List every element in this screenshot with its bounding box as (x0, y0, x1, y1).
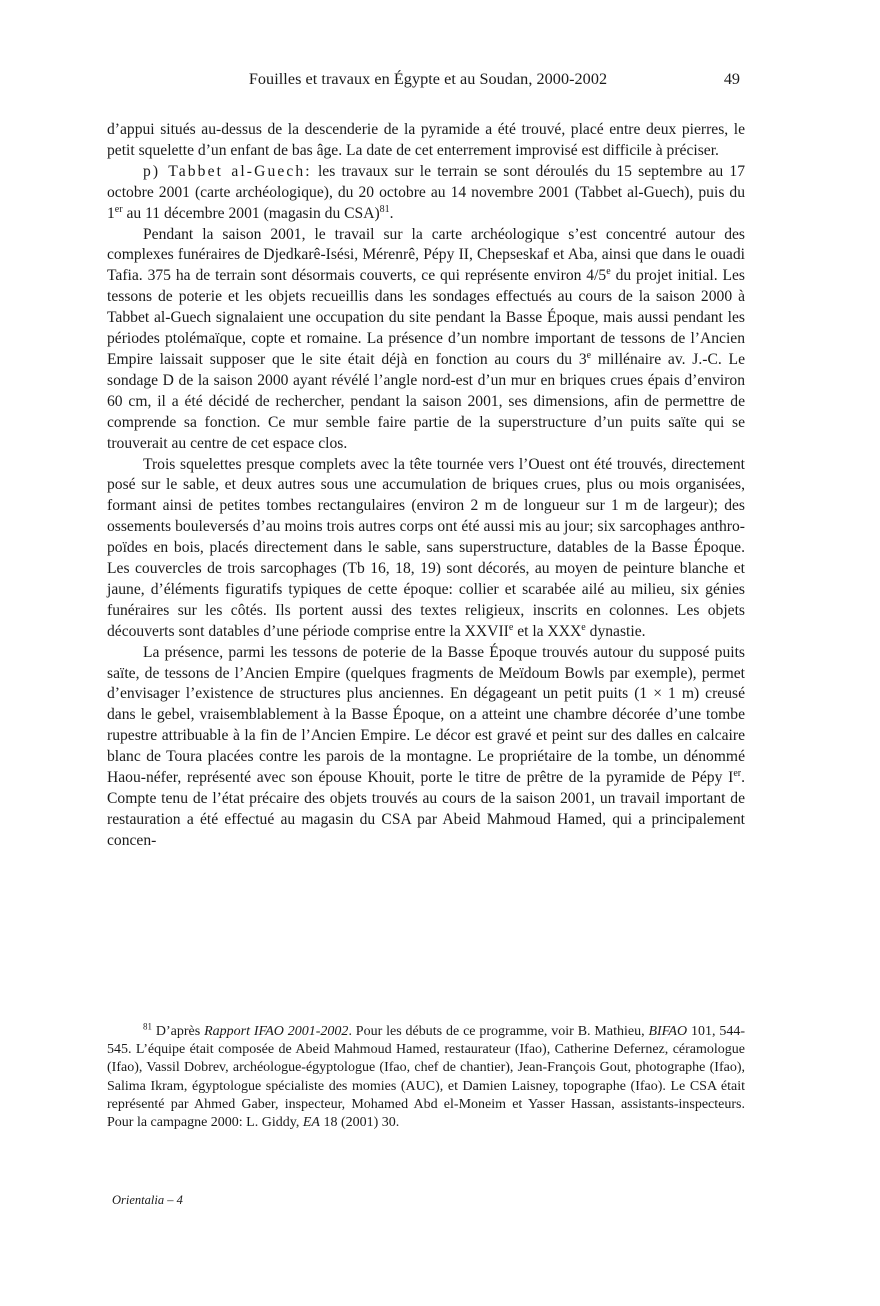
paragraph-text: Pendant la saison 2001, le travail sur la carte archéologique s’est concentré autour des complexes funéraires de Djedkarê-Isési, Mérenrê, Pépy II, Chepseskaf et Aba, ainsi que dans le ouadi Tafia. 375 ha de terrain sont désormais couverts, ce qui représente environ 4/5 (107, 225, 745, 285)
page-number: 49 (723, 70, 740, 88)
paragraph-text: . (389, 204, 394, 222)
paragraph-text: les travaux sur le terrain se sont déroulés du 15 septembre au 17 octobre 2001 (carte archéologique), du 20 octobre au 14 novembre 2001 (Tabbet al-Guech), puis du 1 (107, 162, 746, 222)
paragraph-text: La présence, parmi les tessons de poterie de la Basse Époque trouvés autour du supposé puits saïte, de tessons de l’Ancien Empire (quelques fragments de Meïdoum Bowls par exemple), permet d’envisager l’existence de structures plus anciennes. En dégageant un petit puits (1 × 1 m) creusé dans le gebel, vraisemblablement à la Basse Époque, on a atteint une chambre décorée d’une tombe rupestre attribuable à la fin de l’Ancien Empire. Le décor est gravé et peint sur des dalles en calcaire blanc de Toura placées contre les parois de la montagne. Le propriétaire de la tombe, un dénommé Haou-néfer, représenté avec son épouse Khouit, porte le titre de prêtre de la pyramide de Pépy I (107, 643, 745, 787)
footnote-italic: Rapport IFAO 2001-2002 (204, 1024, 349, 1039)
main-text (107, 120, 745, 852)
running-title: Fouilles et travaux en Égypte et au Soudan, 2000-2002 (248, 70, 608, 88)
footnote-reference[interactable]: 81 (379, 203, 390, 215)
paragraph-text: et la XXX (513, 622, 582, 640)
superscript: e (586, 349, 592, 361)
paragraph-text: dynastie. (585, 622, 646, 640)
paragraph (107, 225, 745, 455)
footnote (107, 1023, 745, 1132)
paragraph (107, 120, 745, 162)
footnote-text: 18 (2001) 30. (319, 1115, 400, 1131)
paragraph-text: . Compte tenu de l’état précaire des objets trouvés au cours de la saison 2001, un travail important de restauration a été effectué au magasin du CSA par Abeid Mahmoud Hamed, qui a principalement concen- (107, 769, 745, 849)
paragraph-text: au 11 décembre 2001 (magasin du CSA) (122, 204, 380, 222)
paragraph-text: millénaire av. J.-C. Le sondage D de la saison 2000 ayant révélé l’angle nord-est d’un mur en briques crues épais d’environ 60 cm, il a été décidé de rechercher, pendant la saison 2001, ses dimensions, afin de permettre de comprende sa fonction. Ce mur semble faire partie de la superstructure d’un puits saïte qui se trouverait au centre de cet espace clos. (107, 350, 745, 452)
signature-mark: Orientalia – 4 (112, 1193, 183, 1207)
page-header (112, 70, 744, 94)
paragraph (107, 455, 745, 643)
superscript: er (114, 203, 123, 215)
superscript: e (606, 266, 611, 278)
footnote-text: D’après (152, 1024, 205, 1039)
paragraph (107, 162, 745, 225)
paragraph-text: du projet initial. Les tessons de poterie et les objets recueillis dans les sondages effectués au cours de la saison 2000 à Tabbet al-Guech signalaient une occupation du site pendant la Basse Époque, mais aussi pendant les périodes ptolémaïque, copte et romaine. La présence d’un nombre important de tessons de l’Ancien Empire laissait supposer que le site était déjà en fonction au cours du 3 (107, 267, 746, 368)
footnotes (107, 1023, 745, 1132)
superscript: e (508, 621, 514, 633)
paragraph (107, 643, 745, 852)
paragraph-text: Trois squelettes presque complets avec la tête tournée vers l’Ouest ont été trouvés, directement posé sur le sable, et deux autres sous une accumulation de briques crues, plus ou mois organisées, formant ainsi de petites tombes rectangulaires (environ 2 m de longueur sur 1 m de largeur); des ossements bouleversés d’au moins trois autres corps ont été aussi mis au jour; six sarcophages anthropoïdes en bois, placés directement dans le sable, sans superstructure, datables de la Basse Époque. Les couvercles de trois sarcophages (Tb 16, 18, 19) sont décorés, au moyen de peinture blanche et jaune, d’éléments figuratifs typiques de cette époque: collier et scarabée ailé au milieu, six génies funéraires sur les côtés. Ils portent aussi des textes religieux, inscrits en colonnes. Les objets découverts sont datables d’une période comprise entre la XXVII (107, 455, 745, 640)
superscript: e (581, 621, 586, 633)
footnote-number: 81 (143, 1021, 152, 1032)
footnote-text: . Pour les débuts de ce programme, voir B. Mathieu, (348, 1024, 649, 1039)
footnote-italic: EA (302, 1115, 320, 1131)
superscript: er (733, 767, 742, 779)
section-label: p) Tabbet al-Guech: (143, 162, 312, 180)
footnote-italic: BIFAO (648, 1024, 688, 1039)
paragraph-text: d’appui situés au-dessus de la descenderie de la pyramide a été trouvé, placé entre deux pierres, le petit squelette d’un enfant de bas âge. La date de cet enterrement improvisé est difficile à préciser. (107, 121, 745, 159)
footnote-text: 101, 544-545. L’équipe était composée de Abeid Mahmoud Hamed, restaurateur (Ifao), Catherine Defernez, céramologue (Ifao), Vassil Dobrev, archéologue-égyptologue (Ifao, chef de chantier), Jean-François Gout, photographe (Ifao), Salima Ikram, égyptologue spécialiste des momies (AUC), et Damien Laisney, topographe (Ifao). Le CSA était représenté par Ahmed Gaber, inspecteur, Mohamed Abd el-Moneim et Yasser Hassan, assistants-inspecteurs. Pour la campagne 2000: L. Giddy, (107, 1024, 745, 1131)
